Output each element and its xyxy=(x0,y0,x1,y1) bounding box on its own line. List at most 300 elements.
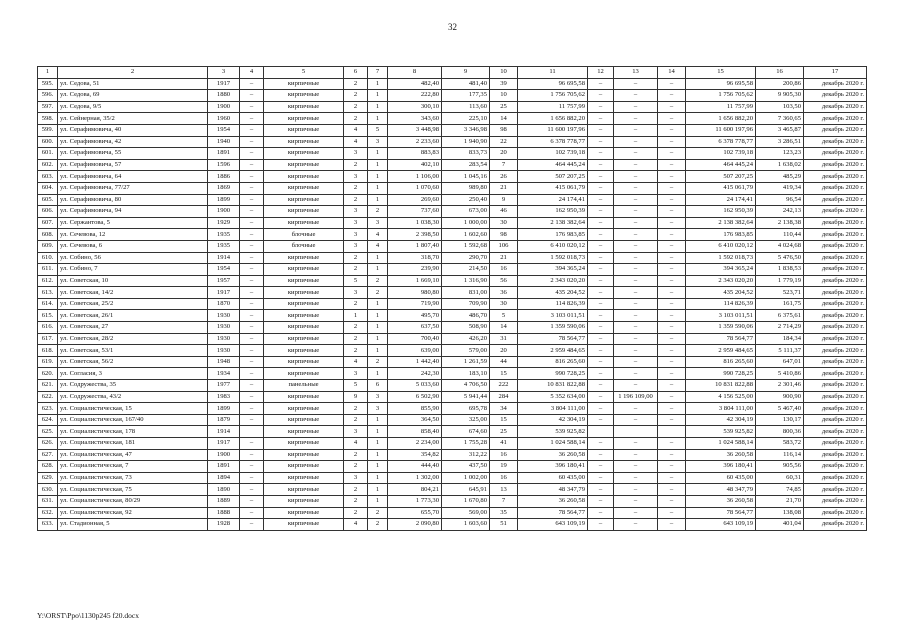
floors-cell: 9 xyxy=(344,391,368,403)
residents-cell: 7 xyxy=(490,159,518,171)
total-area-cell: 719,90 xyxy=(388,298,442,310)
living-area-cell: 1 602,60 xyxy=(442,229,490,241)
wall-material-cell: кирпичные xyxy=(264,171,344,183)
fund-reform-cell: – xyxy=(588,472,614,484)
regional-funds-cell: 2 138 382,64 xyxy=(686,217,756,229)
owner-funds-cell: – xyxy=(658,124,686,136)
year-renovated-cell: – xyxy=(240,414,264,426)
entrances-cell: 1 xyxy=(368,113,388,125)
address-cell: ул. Советская, 14/2 xyxy=(58,287,208,299)
total-area-cell: 639,00 xyxy=(388,345,442,357)
floors-cell: 4 xyxy=(344,124,368,136)
total-cost-cell: 36 260,58 xyxy=(518,495,588,507)
fund-reform-cell: – xyxy=(588,484,614,496)
wall-material-cell: кирпичные xyxy=(264,403,344,415)
fund-reform-cell: – xyxy=(588,101,614,113)
budget-funds-cell: – xyxy=(614,461,658,473)
entrances-cell: 1 xyxy=(368,345,388,357)
row-number-cell: 599. xyxy=(38,124,58,136)
table-row xyxy=(38,414,867,426)
year-built-cell: 1957 xyxy=(208,275,240,287)
total-cost-cell: 415 061,79 xyxy=(518,182,588,194)
wall-material-cell: кирпичные xyxy=(264,124,344,136)
fund-reform-cell: – xyxy=(588,113,614,125)
regional-funds-cell: 48 347,79 xyxy=(686,484,756,496)
budget-funds-cell: – xyxy=(614,275,658,287)
budget-funds-cell: – xyxy=(614,159,658,171)
address-cell: ул. Содружества, 35 xyxy=(58,380,208,392)
year-built-cell: 1899 xyxy=(208,194,240,206)
fund-reform-cell: – xyxy=(588,148,614,160)
budget-funds-cell: – xyxy=(614,519,658,531)
year-built-cell: 1930 xyxy=(208,310,240,322)
budget-funds-cell: – xyxy=(614,438,658,450)
residents-cell: 41 xyxy=(490,438,518,450)
regional-funds-cell: 394 365,24 xyxy=(686,264,756,276)
fund-reform-cell: – xyxy=(588,333,614,345)
total-cost-cell: 42 304,19 xyxy=(518,414,588,426)
cost-per-sqm-cell: 647,01 xyxy=(756,356,804,368)
floors-cell: 3 xyxy=(344,229,368,241)
regional-funds-cell: 1 656 882,20 xyxy=(686,113,756,125)
wall-material-cell: кирпичные xyxy=(264,90,344,102)
floors-cell: 3 xyxy=(344,148,368,160)
address-cell: ул. Содружества, 43/2 xyxy=(58,391,208,403)
fund-reform-cell: – xyxy=(588,171,614,183)
total-area-cell: 3 448,98 xyxy=(388,124,442,136)
year-renovated-cell: – xyxy=(240,472,264,484)
total-area-cell: 980,80 xyxy=(388,287,442,299)
total-area-cell: 239,90 xyxy=(388,264,442,276)
header-cell: 1 xyxy=(38,67,58,79)
header-cell: 14 xyxy=(658,67,686,79)
total-cost-cell: 394 365,24 xyxy=(518,264,588,276)
address-cell: ул. Социалистическая, 73 xyxy=(58,472,208,484)
wall-material-cell: кирпичные xyxy=(264,414,344,426)
year-built-cell: 1890 xyxy=(208,484,240,496)
header-cell: 7 xyxy=(368,67,388,79)
deadline-cell: декабрь 2020 г. xyxy=(804,287,867,299)
wall-material-cell: кирпичные xyxy=(264,113,344,125)
floors-cell: 2 xyxy=(344,298,368,310)
entrances-cell: 1 xyxy=(368,252,388,264)
living-area-cell: 1 261,59 xyxy=(442,356,490,368)
year-built-cell: 1899 xyxy=(208,403,240,415)
header-cell: 6 xyxy=(344,67,368,79)
year-built-cell: 1900 xyxy=(208,449,240,461)
deadline-cell: декабрь 2020 г. xyxy=(804,275,867,287)
residents-cell: 5 xyxy=(490,310,518,322)
year-built-cell: 1960 xyxy=(208,113,240,125)
cost-per-sqm-cell: 5 111,37 xyxy=(756,345,804,357)
cost-per-sqm-cell: 2 714,29 xyxy=(756,322,804,334)
fund-reform-cell: – xyxy=(588,182,614,194)
address-cell: ул. Серафимовича, 64 xyxy=(58,171,208,183)
year-renovated-cell: – xyxy=(240,78,264,90)
regional-funds-cell: 507 207,25 xyxy=(686,171,756,183)
budget-funds-cell: – xyxy=(614,345,658,357)
total-area-cell: 222,80 xyxy=(388,90,442,102)
entrances-cell: 3 xyxy=(368,136,388,148)
total-area-cell: 343,60 xyxy=(388,113,442,125)
address-cell: ул. Стадионная, 5 xyxy=(58,519,208,531)
entrances-cell: 1 xyxy=(368,472,388,484)
cost-per-sqm-cell: 3 286,51 xyxy=(756,136,804,148)
total-area-cell: 737,60 xyxy=(388,206,442,218)
table-row xyxy=(38,240,867,252)
address-cell: ул. Социалистическая, 75 xyxy=(58,484,208,496)
budget-funds-cell xyxy=(614,426,658,438)
cost-per-sqm-cell: 1 638,02 xyxy=(756,159,804,171)
table-row xyxy=(38,78,867,90)
cost-per-sqm-cell: 60,31 xyxy=(756,472,804,484)
budget-funds-cell: – xyxy=(614,449,658,461)
owner-funds-cell: – xyxy=(658,264,686,276)
table-row xyxy=(38,322,867,334)
living-area-cell: 1 755,28 xyxy=(442,438,490,450)
regional-funds-cell: 464 445,24 xyxy=(686,159,756,171)
header-cell: 4 xyxy=(240,67,264,79)
living-area-cell: 113,60 xyxy=(442,101,490,113)
living-area-cell: 312,22 xyxy=(442,449,490,461)
entrances-cell: 2 xyxy=(368,275,388,287)
living-area-cell: 177,35 xyxy=(442,90,490,102)
total-area-cell: 883,83 xyxy=(388,148,442,160)
regional-funds-cell: 539 925,82 xyxy=(686,426,756,438)
floors-cell: 2 xyxy=(344,403,368,415)
total-area-cell: 444,40 xyxy=(388,461,442,473)
entrances-cell: 2 xyxy=(368,519,388,531)
total-area-cell: 300,10 xyxy=(388,101,442,113)
regional-funds-cell: 11 600 197,96 xyxy=(686,124,756,136)
total-cost-cell: 114 826,39 xyxy=(518,298,588,310)
row-number-cell: 601. xyxy=(38,148,58,160)
deadline-cell: декабрь 2020 г. xyxy=(804,264,867,276)
row-number-cell: 614. xyxy=(38,298,58,310)
table-row xyxy=(38,171,867,183)
row-number-cell: 608. xyxy=(38,229,58,241)
year-built-cell: 1869 xyxy=(208,182,240,194)
fund-reform-cell: – xyxy=(588,403,614,415)
year-built-cell: 1894 xyxy=(208,472,240,484)
entrances-cell: 1 xyxy=(368,101,388,113)
row-number-cell: 613. xyxy=(38,287,58,299)
residents-cell: 15 xyxy=(490,414,518,426)
year-renovated-cell: – xyxy=(240,136,264,148)
wall-material-cell: кирпичные xyxy=(264,194,344,206)
living-area-cell: 486,70 xyxy=(442,310,490,322)
fund-reform-cell: – xyxy=(588,240,614,252)
cost-per-sqm-cell: 110,44 xyxy=(756,229,804,241)
year-built-cell: 1935 xyxy=(208,229,240,241)
regional-funds-cell: 643 109,19 xyxy=(686,519,756,531)
address-cell: ул. Серафимовича, 77/27 xyxy=(58,182,208,194)
wall-material-cell: кирпичные xyxy=(264,495,344,507)
floors-cell: 5 xyxy=(344,380,368,392)
owner-funds-cell: – xyxy=(658,472,686,484)
deadline-cell: декабрь 2020 г. xyxy=(804,414,867,426)
row-number-cell: 618. xyxy=(38,345,58,357)
fund-reform-cell: – xyxy=(588,310,614,322)
year-renovated-cell: – xyxy=(240,438,264,450)
year-built-cell: 1596 xyxy=(208,159,240,171)
owner-funds-cell: – xyxy=(658,380,686,392)
residents-cell: 56 xyxy=(490,275,518,287)
regional-funds-cell: 36 260,58 xyxy=(686,495,756,507)
deadline-cell: декабрь 2020 г. xyxy=(804,333,867,345)
total-area-cell: 1 807,40 xyxy=(388,240,442,252)
owner-funds-cell: – xyxy=(658,78,686,90)
address-cell: ул. Сечевова, 12 xyxy=(58,229,208,241)
total-cost-cell: 1 024 588,14 xyxy=(518,438,588,450)
owner-funds-cell: – xyxy=(658,449,686,461)
table-row xyxy=(38,449,867,461)
cost-per-sqm-cell: 523,71 xyxy=(756,287,804,299)
owner-funds-cell: – xyxy=(658,229,686,241)
year-built-cell: 1900 xyxy=(208,101,240,113)
residents-cell: 13 xyxy=(490,484,518,496)
wall-material-cell: кирпичные xyxy=(264,148,344,160)
deadline-cell: декабрь 2020 г. xyxy=(804,298,867,310)
table-row xyxy=(38,159,867,171)
budget-funds-cell: – xyxy=(614,171,658,183)
year-renovated-cell: – xyxy=(240,368,264,380)
total-area-cell: 242,30 xyxy=(388,368,442,380)
deadline-cell: декабрь 2020 г. xyxy=(804,159,867,171)
regional-funds-cell: 96 695,58 xyxy=(686,78,756,90)
table-row xyxy=(38,182,867,194)
year-built-cell: 1977 xyxy=(208,380,240,392)
entrances-cell: 1 xyxy=(368,159,388,171)
cost-per-sqm-cell: 900,90 xyxy=(756,391,804,403)
wall-material-cell: кирпичные xyxy=(264,333,344,345)
residents-cell: 21 xyxy=(490,182,518,194)
wall-material-cell: кирпичные xyxy=(264,345,344,357)
owner-funds-cell: – xyxy=(658,171,686,183)
total-cost-cell: 96 695,58 xyxy=(518,78,588,90)
living-area-cell: 3 346,98 xyxy=(442,124,490,136)
floors-cell: 2 xyxy=(344,252,368,264)
residents-cell: 9 xyxy=(490,194,518,206)
wall-material-cell: кирпичные xyxy=(264,217,344,229)
owner-funds-cell: – xyxy=(658,438,686,450)
year-built-cell: 1917 xyxy=(208,287,240,299)
row-number-cell: 605. xyxy=(38,194,58,206)
entrances-cell: 1 xyxy=(368,322,388,334)
deadline-cell: декабрь 2020 г. xyxy=(804,194,867,206)
living-area-cell: 183,10 xyxy=(442,368,490,380)
living-area-cell: 1 316,90 xyxy=(442,275,490,287)
budget-funds-cell: – xyxy=(614,484,658,496)
year-built-cell: 1930 xyxy=(208,333,240,345)
total-area-cell: 1 773,30 xyxy=(388,495,442,507)
entrances-cell: 1 xyxy=(368,449,388,461)
living-area-cell: 674,60 xyxy=(442,426,490,438)
entrances-cell: 1 xyxy=(368,90,388,102)
owner-funds-cell: – xyxy=(658,136,686,148)
total-cost-cell: 2 343 020,20 xyxy=(518,275,588,287)
cost-per-sqm-cell: 103,50 xyxy=(756,101,804,113)
residents-cell: 21 xyxy=(490,252,518,264)
deadline-cell: декабрь 2020 г. xyxy=(804,449,867,461)
wall-material-cell: кирпичные xyxy=(264,322,344,334)
fund-reform-cell: – xyxy=(588,252,614,264)
deadline-cell: декабрь 2020 г. xyxy=(804,495,867,507)
total-cost-cell: 24 174,41 xyxy=(518,194,588,206)
cost-per-sqm-cell: 184,34 xyxy=(756,333,804,345)
floors-cell: 3 xyxy=(344,472,368,484)
total-cost-cell: 507 207,25 xyxy=(518,171,588,183)
living-area-cell: 1 000,00 xyxy=(442,217,490,229)
living-area-cell: 250,40 xyxy=(442,194,490,206)
total-area-cell: 1 038,30 xyxy=(388,217,442,229)
wall-material-cell: панельные xyxy=(264,380,344,392)
wall-material-cell: блочные xyxy=(264,240,344,252)
year-renovated-cell: – xyxy=(240,217,264,229)
address-cell: ул. Серафимовича, 42 xyxy=(58,136,208,148)
residents-cell: 20 xyxy=(490,148,518,160)
total-cost-cell: 78 564,77 xyxy=(518,507,588,519)
cost-per-sqm-cell: 3 465,87 xyxy=(756,124,804,136)
total-cost-cell: 176 983,85 xyxy=(518,229,588,241)
deadline-cell: декабрь 2020 г. xyxy=(804,171,867,183)
deadline-cell: декабрь 2020 г. xyxy=(804,229,867,241)
floors-cell: 3 xyxy=(344,171,368,183)
year-renovated-cell: – xyxy=(240,275,264,287)
total-cost-cell: 11 757,99 xyxy=(518,101,588,113)
owner-funds-cell: – xyxy=(658,391,686,403)
year-renovated-cell: – xyxy=(240,101,264,113)
year-renovated-cell: – xyxy=(240,287,264,299)
fund-reform-cell: – xyxy=(588,78,614,90)
table-row xyxy=(38,252,867,264)
budget-funds-cell: – xyxy=(614,217,658,229)
owner-funds-cell: – xyxy=(658,333,686,345)
cost-per-sqm-cell: 800,36 xyxy=(756,426,804,438)
year-renovated-cell: – xyxy=(240,148,264,160)
row-number-cell: 609. xyxy=(38,240,58,252)
budget-funds-cell: – xyxy=(614,287,658,299)
fund-reform-cell: – xyxy=(588,194,614,206)
total-cost-cell: 435 204,52 xyxy=(518,287,588,299)
year-built-cell: 1983 xyxy=(208,391,240,403)
owner-funds-cell: – xyxy=(658,495,686,507)
floors-cell: 2 xyxy=(344,345,368,357)
living-area-cell: 426,20 xyxy=(442,333,490,345)
fund-reform-cell: – xyxy=(588,495,614,507)
owner-funds-cell: – xyxy=(658,240,686,252)
cost-per-sqm-cell: 401,04 xyxy=(756,519,804,531)
fund-reform-cell: – xyxy=(588,438,614,450)
living-area-cell: 569,00 xyxy=(442,507,490,519)
address-cell: ул. Социалистическая, 167/40 xyxy=(58,414,208,426)
table-row xyxy=(38,507,867,519)
residents-cell: 34 xyxy=(490,403,518,415)
year-built-cell: 1886 xyxy=(208,171,240,183)
living-area-cell: 1 670,80 xyxy=(442,495,490,507)
header-cell: 15 xyxy=(686,67,756,79)
total-area-cell: 318,70 xyxy=(388,252,442,264)
row-number-cell: 623. xyxy=(38,403,58,415)
year-built-cell: 1870 xyxy=(208,298,240,310)
table-row xyxy=(38,217,867,229)
floors-cell: 2 xyxy=(344,182,368,194)
fund-reform-cell: – xyxy=(588,136,614,148)
row-number-cell: 631. xyxy=(38,495,58,507)
budget-funds-cell: – xyxy=(614,356,658,368)
row-number-cell: 621. xyxy=(38,380,58,392)
total-area-cell: 700,40 xyxy=(388,333,442,345)
fund-reform-cell: – xyxy=(588,298,614,310)
entrances-cell: 1 xyxy=(368,438,388,450)
address-cell: ул. Собино, 7 xyxy=(58,264,208,276)
year-built-cell: 1917 xyxy=(208,438,240,450)
living-area-cell: 1 592,68 xyxy=(442,240,490,252)
deadline-cell: декабрь 2020 г. xyxy=(804,507,867,519)
table-row xyxy=(38,472,867,484)
residents-cell: 106 xyxy=(490,240,518,252)
year-built-cell: 1940 xyxy=(208,136,240,148)
floors-cell: 3 xyxy=(344,217,368,229)
total-cost-cell: 1 592 018,73 xyxy=(518,252,588,264)
year-built-cell: 1880 xyxy=(208,90,240,102)
floors-cell: 2 xyxy=(344,333,368,345)
residents-cell: 98 xyxy=(490,229,518,241)
regional-funds-cell: 1 359 590,06 xyxy=(686,322,756,334)
owner-funds-cell: – xyxy=(658,519,686,531)
wall-material-cell: кирпичные xyxy=(264,287,344,299)
year-built-cell: 1948 xyxy=(208,356,240,368)
regional-funds-cell: 78 564,77 xyxy=(686,507,756,519)
regional-funds-cell: 60 435,00 xyxy=(686,472,756,484)
deadline-cell: декабрь 2020 г. xyxy=(804,206,867,218)
row-number-cell: 612. xyxy=(38,275,58,287)
total-cost-cell: 11 600 197,96 xyxy=(518,124,588,136)
entrances-cell: 2 xyxy=(368,206,388,218)
total-area-cell: 354,82 xyxy=(388,449,442,461)
entrances-cell: 1 xyxy=(368,333,388,345)
total-area-cell: 858,40 xyxy=(388,426,442,438)
year-built-cell: 1930 xyxy=(208,322,240,334)
regional-funds-cell: 4 156 525,00 xyxy=(686,391,756,403)
wall-material-cell: кирпичные xyxy=(264,484,344,496)
table-row xyxy=(38,403,867,415)
budget-funds-cell: – xyxy=(614,240,658,252)
row-number-cell: 632. xyxy=(38,507,58,519)
row-number-cell: 627. xyxy=(38,449,58,461)
regional-funds-cell: 42 304,19 xyxy=(686,414,756,426)
deadline-cell: декабрь 2020 г. xyxy=(804,124,867,136)
year-renovated-cell: – xyxy=(240,507,264,519)
living-area-cell: 831,00 xyxy=(442,287,490,299)
entrances-cell: 1 xyxy=(368,298,388,310)
entrances-cell: 3 xyxy=(368,403,388,415)
fund-reform-cell: – xyxy=(588,368,614,380)
row-number-cell: 629. xyxy=(38,472,58,484)
regional-funds-cell: 396 180,41 xyxy=(686,461,756,473)
total-area-cell: 2 233,60 xyxy=(388,136,442,148)
year-built-cell: 1928 xyxy=(208,519,240,531)
total-area-cell: 637,50 xyxy=(388,322,442,334)
owner-funds-cell: – xyxy=(658,194,686,206)
total-area-cell: 2 090,80 xyxy=(388,519,442,531)
cost-per-sqm-cell: 419,34 xyxy=(756,182,804,194)
address-cell: ул. Социалистическая, 15 xyxy=(58,403,208,415)
total-area-cell: 402,10 xyxy=(388,159,442,171)
year-built-cell: 1917 xyxy=(208,78,240,90)
year-built-cell: 1954 xyxy=(208,124,240,136)
total-cost-cell: 816 265,60 xyxy=(518,356,588,368)
